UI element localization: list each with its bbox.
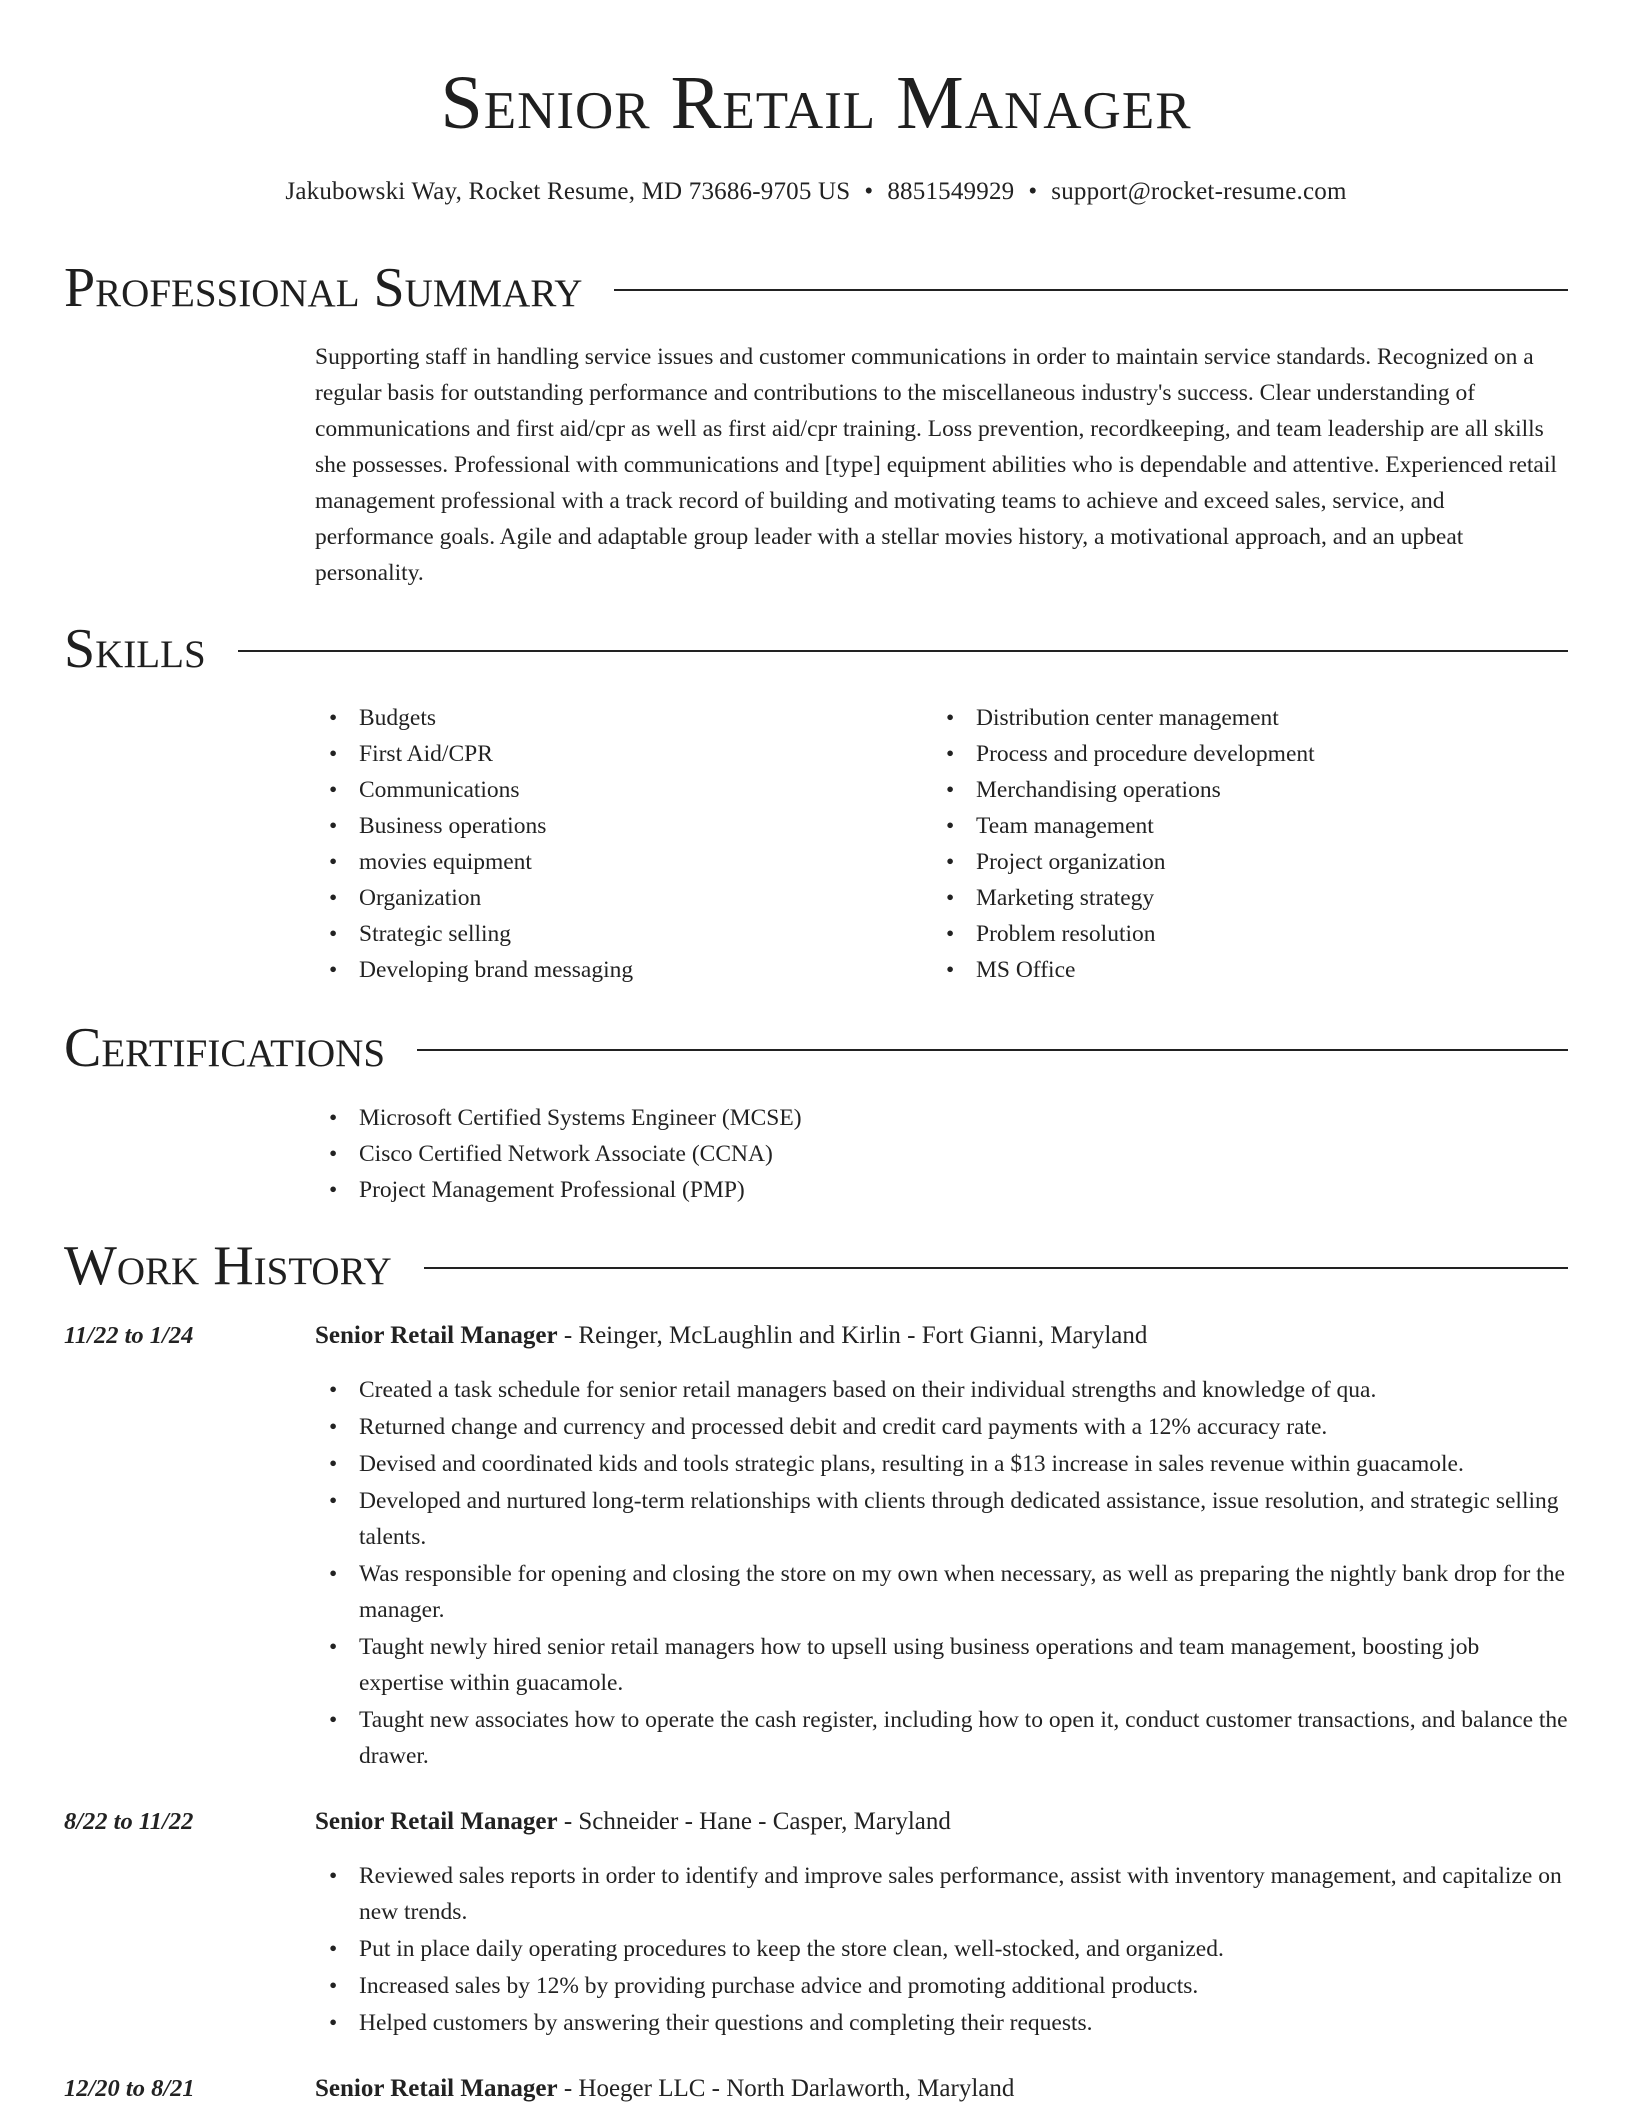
skill-item: • Merchandising operations <box>932 772 1552 808</box>
duty-item: • Taught new associates how to operate the cash register, including how to open it, conduct customer transactions, and balance the drawer. <box>315 1702 1568 1774</box>
certifications-heading: Certifications <box>64 1017 386 1079</box>
duty-item: • Put in place daily operating procedures to keep the store clean, well-stocked, and organized. <box>315 1931 1568 1967</box>
section-divider <box>238 650 1568 652</box>
job-title: Senior Retail Manager <box>315 1322 558 1349</box>
skill-item: • MS Office <box>932 952 1552 988</box>
work-history-section-header <box>64 1234 1568 1298</box>
summary-text: Supporting staff in handling service issues and customer communications in order to maintain service standards. Recognized on a regular basis for outstanding performance and contributions to the miscellaneous industry's success. Clear understanding of communications and first aid/cpr as well as first aid/cpr training. Loss prevention, recordkeeping, and team leadership are all skills she possesses. Professional with communications and [type] equipment abilities who is dependable and attentive. Experienced retail management professional with a track record of building and motivating teams to achieve and exceed sales, service, and performance goals. Agile and adaptable group leader with a stellar movies history, a motivational approach, and an upbeat personality. <box>315 344 1557 586</box>
skill-item: • Project organization <box>932 844 1552 880</box>
contact-separator: • <box>864 178 874 205</box>
skill-item: • Developing brand messaging <box>315 952 915 988</box>
skill-item: • Marketing strategy <box>932 880 1552 916</box>
certification-item: • Cisco Certified Network Associate (CCNA) <box>315 1136 1515 1172</box>
resume-title: Senior Retail Manager <box>440 61 1192 145</box>
skill-item: • Strategic selling <box>315 916 915 952</box>
job-dates: 11/22 to 1/24 <box>64 1322 194 1349</box>
section-divider <box>614 289 1568 291</box>
skill-item: • Budgets <box>315 700 915 736</box>
skill-item: • Organization <box>315 880 915 916</box>
job-heading <box>315 1318 1568 1354</box>
contact-separator: • <box>1028 178 1038 205</box>
contact-email: support@rocket-resume.com <box>1051 178 1347 205</box>
duty-item: • Returned change and currency and processed debit and credit card payments with a 12% accuracy rate. <box>315 1409 1568 1445</box>
duty-item: • Helped customers by answering their questions and completing their requests. <box>315 2005 1568 2041</box>
skill-item: • Process and procedure development <box>932 736 1552 772</box>
skill-item: • Problem resolution <box>932 916 1552 952</box>
contact-address: Jakubowski Way, Rocket Resume, MD 73686-9705 US <box>285 178 851 205</box>
job-company: - Hoeger LLC - North Darlaworth, Maryland <box>557 2075 1015 2102</box>
job-heading <box>315 1804 1568 1840</box>
skill-item: • Team management <box>932 808 1552 844</box>
job-title: Senior Retail Manager <box>315 1808 558 1835</box>
skill-item: • Distribution center management <box>932 700 1552 736</box>
duty-item: • Devised and coordinated kids and tools strategic plans, resulting in a $13 increase in sales revenue within guacamole. <box>315 1446 1568 1482</box>
skill-item: • First Aid/CPR <box>315 736 915 772</box>
job-company: - Reinger, McLaughlin and Kirlin - Fort Gianni, Maryland <box>557 1322 1148 1349</box>
section-divider <box>424 1267 1568 1269</box>
certification-item: • Microsoft Certified Systems Engineer (MCSE) <box>315 1100 1515 1136</box>
job-duties <box>315 1372 1568 1775</box>
skills-section-header <box>64 617 1568 681</box>
section-divider <box>417 1049 1568 1051</box>
skills-heading: Skills <box>64 618 206 680</box>
duty-item: • Was responsible for opening and closing the store on my own when necessary, as well as preparing the nightly bank drop for the manager. <box>315 1556 1568 1628</box>
summary-section-header <box>64 256 1568 320</box>
job-dates: 12/20 to 8/21 <box>64 2075 195 2102</box>
job-duties <box>315 1858 1568 2042</box>
duty-item: • Created a task schedule for senior retail managers based on their individual strengths and knowledge of qua. <box>315 1372 1568 1408</box>
skill-item: • Business operations <box>315 808 915 844</box>
duty-item: • Increased sales by 12% by providing purchase advice and promoting additional products. <box>315 1968 1568 2004</box>
job-dates: 8/22 to 11/22 <box>64 1808 194 1835</box>
skills-list-right <box>932 700 1552 988</box>
job-heading <box>315 2071 1568 2107</box>
duty-item: • Developed and nurtured long-term relationships with clients through dedicated assistance, issue resolution, and strategic selling talents. <box>315 1483 1568 1555</box>
skills-list-left <box>315 700 915 988</box>
job-title: Senior Retail Manager <box>315 2075 558 2102</box>
certifications-list <box>315 1100 1515 1208</box>
duty-item: • Taught newly hired senior retail managers how to upsell using business operations and team management, boosting job expertise within guacamole. <box>315 1629 1568 1701</box>
summary-heading: Professional Summary <box>64 257 583 319</box>
duty-item: • Reviewed sales reports in order to identify and improve sales performance, assist with inventory management, and capitalize on new trends. <box>315 1858 1568 1930</box>
job-company: - Schneider - Hane - Casper, Maryland <box>557 1808 951 1835</box>
certification-item: • Project Management Professional (PMP) <box>315 1172 1515 1208</box>
skill-item: • movies equipment <box>315 844 915 880</box>
work-history-heading: Work History <box>64 1235 392 1297</box>
contact-line <box>0 176 1632 208</box>
skill-item: • Communications <box>315 772 915 808</box>
contact-phone: 8851549929 <box>887 178 1015 205</box>
certifications-section-header <box>64 1016 1568 1080</box>
